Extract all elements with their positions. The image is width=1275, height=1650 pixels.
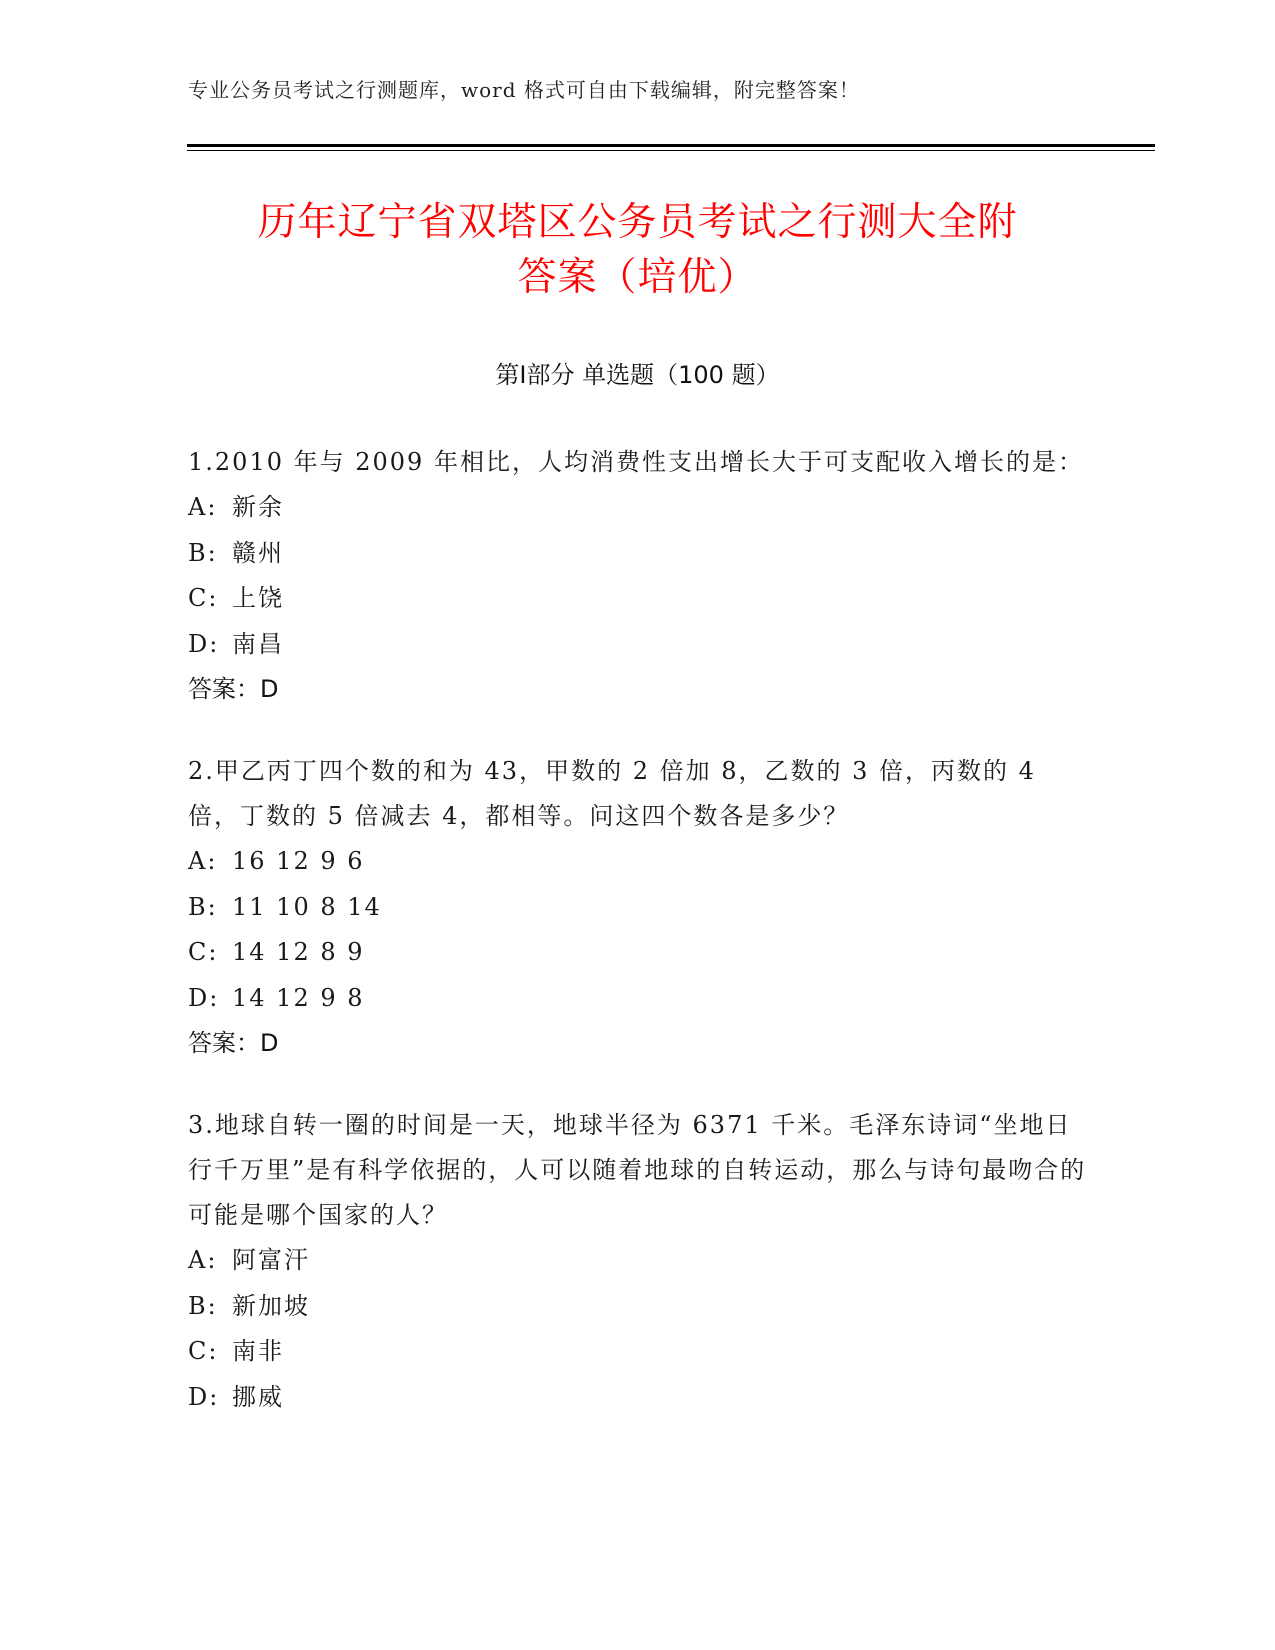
section-title: 第Ⅰ部分 单选题（100 题） bbox=[495, 361, 780, 389]
document-title-line1: 历年辽宁省双塔区公务员考试之行测大全附 bbox=[257, 200, 1018, 245]
option-letter: C: bbox=[188, 584, 219, 612]
option-text: 新余 bbox=[232, 493, 284, 521]
option-letter: A: bbox=[188, 847, 218, 875]
option-text: 新加坡 bbox=[232, 1291, 310, 1320]
option-letter: A: bbox=[188, 493, 218, 521]
header-rule-thin bbox=[187, 150, 1155, 151]
option-text: 南昌 bbox=[232, 629, 284, 658]
option-letter: D: bbox=[188, 983, 220, 1012]
option-c bbox=[188, 576, 1088, 622]
header-rule-thick bbox=[187, 144, 1155, 147]
answer-line: 答案：D bbox=[188, 675, 279, 703]
question-text: 1.2010 年与 2009 年相比，人均消费性支出增长大于可支配收入增长的是： bbox=[188, 448, 1084, 476]
option-b bbox=[188, 531, 1088, 577]
option-text: 南非 bbox=[232, 1337, 284, 1365]
answer-line: 答案：D bbox=[188, 1029, 279, 1057]
option-text: 14 12 9 8 bbox=[232, 983, 365, 1012]
option-list bbox=[188, 485, 1088, 667]
option-b bbox=[188, 885, 1088, 931]
option-letter: B: bbox=[188, 892, 218, 921]
option-list bbox=[188, 1238, 1088, 1420]
option-letter: B: bbox=[188, 1291, 218, 1320]
question-2 bbox=[188, 749, 1088, 1066]
header-note: 专业公务员考试之行测题库，word 格式可自由下载编辑，附完整答案！ bbox=[188, 78, 860, 102]
option-text: 上饶 bbox=[232, 584, 284, 612]
option-text: 挪威 bbox=[232, 1382, 284, 1411]
option-letter: C: bbox=[188, 1337, 219, 1365]
document-title-line2: 答案（培优） bbox=[517, 255, 758, 300]
option-d bbox=[188, 976, 1088, 1022]
option-text: 阿富汗 bbox=[232, 1246, 310, 1274]
option-letter: B: bbox=[188, 538, 218, 567]
option-d bbox=[188, 622, 1088, 668]
option-a bbox=[188, 1238, 1088, 1284]
option-b bbox=[188, 1284, 1088, 1330]
question-3 bbox=[188, 1103, 1088, 1420]
option-letter: C: bbox=[188, 938, 219, 966]
question-text: 2.甲乙丙丁四个数的和为 43，甲数的 2 倍加 8，乙数的 3 倍，丙数的 4 倍，丁数的 5 倍减去 4，都相等。问这四个数各是多少？ bbox=[188, 757, 1036, 830]
document-title bbox=[150, 195, 1125, 305]
question-list bbox=[188, 440, 1088, 1457]
option-a bbox=[188, 839, 1088, 885]
option-a bbox=[188, 485, 1088, 531]
option-list bbox=[188, 839, 1088, 1021]
question-1 bbox=[188, 440, 1088, 712]
option-text: 11 10 8 14 bbox=[232, 892, 382, 921]
option-text: 16 12 9 6 bbox=[232, 847, 365, 875]
option-letter: A: bbox=[188, 1246, 218, 1274]
option-letter: D: bbox=[188, 629, 220, 658]
option-c bbox=[188, 930, 1088, 976]
option-text: 14 12 8 9 bbox=[232, 938, 365, 966]
option-c bbox=[188, 1329, 1088, 1375]
option-d bbox=[188, 1375, 1088, 1421]
option-text: 赣州 bbox=[232, 538, 284, 567]
option-letter: D: bbox=[188, 1382, 220, 1411]
question-text: 3.地球自转一圈的时间是一天，地球半径为 6371 千米。毛泽东诗词“坐地日行千万里”是有科学依据的，人可以随着地球的自转运动，那么与诗句最吻合的可能是哪个国家的人？ bbox=[188, 1111, 1087, 1229]
